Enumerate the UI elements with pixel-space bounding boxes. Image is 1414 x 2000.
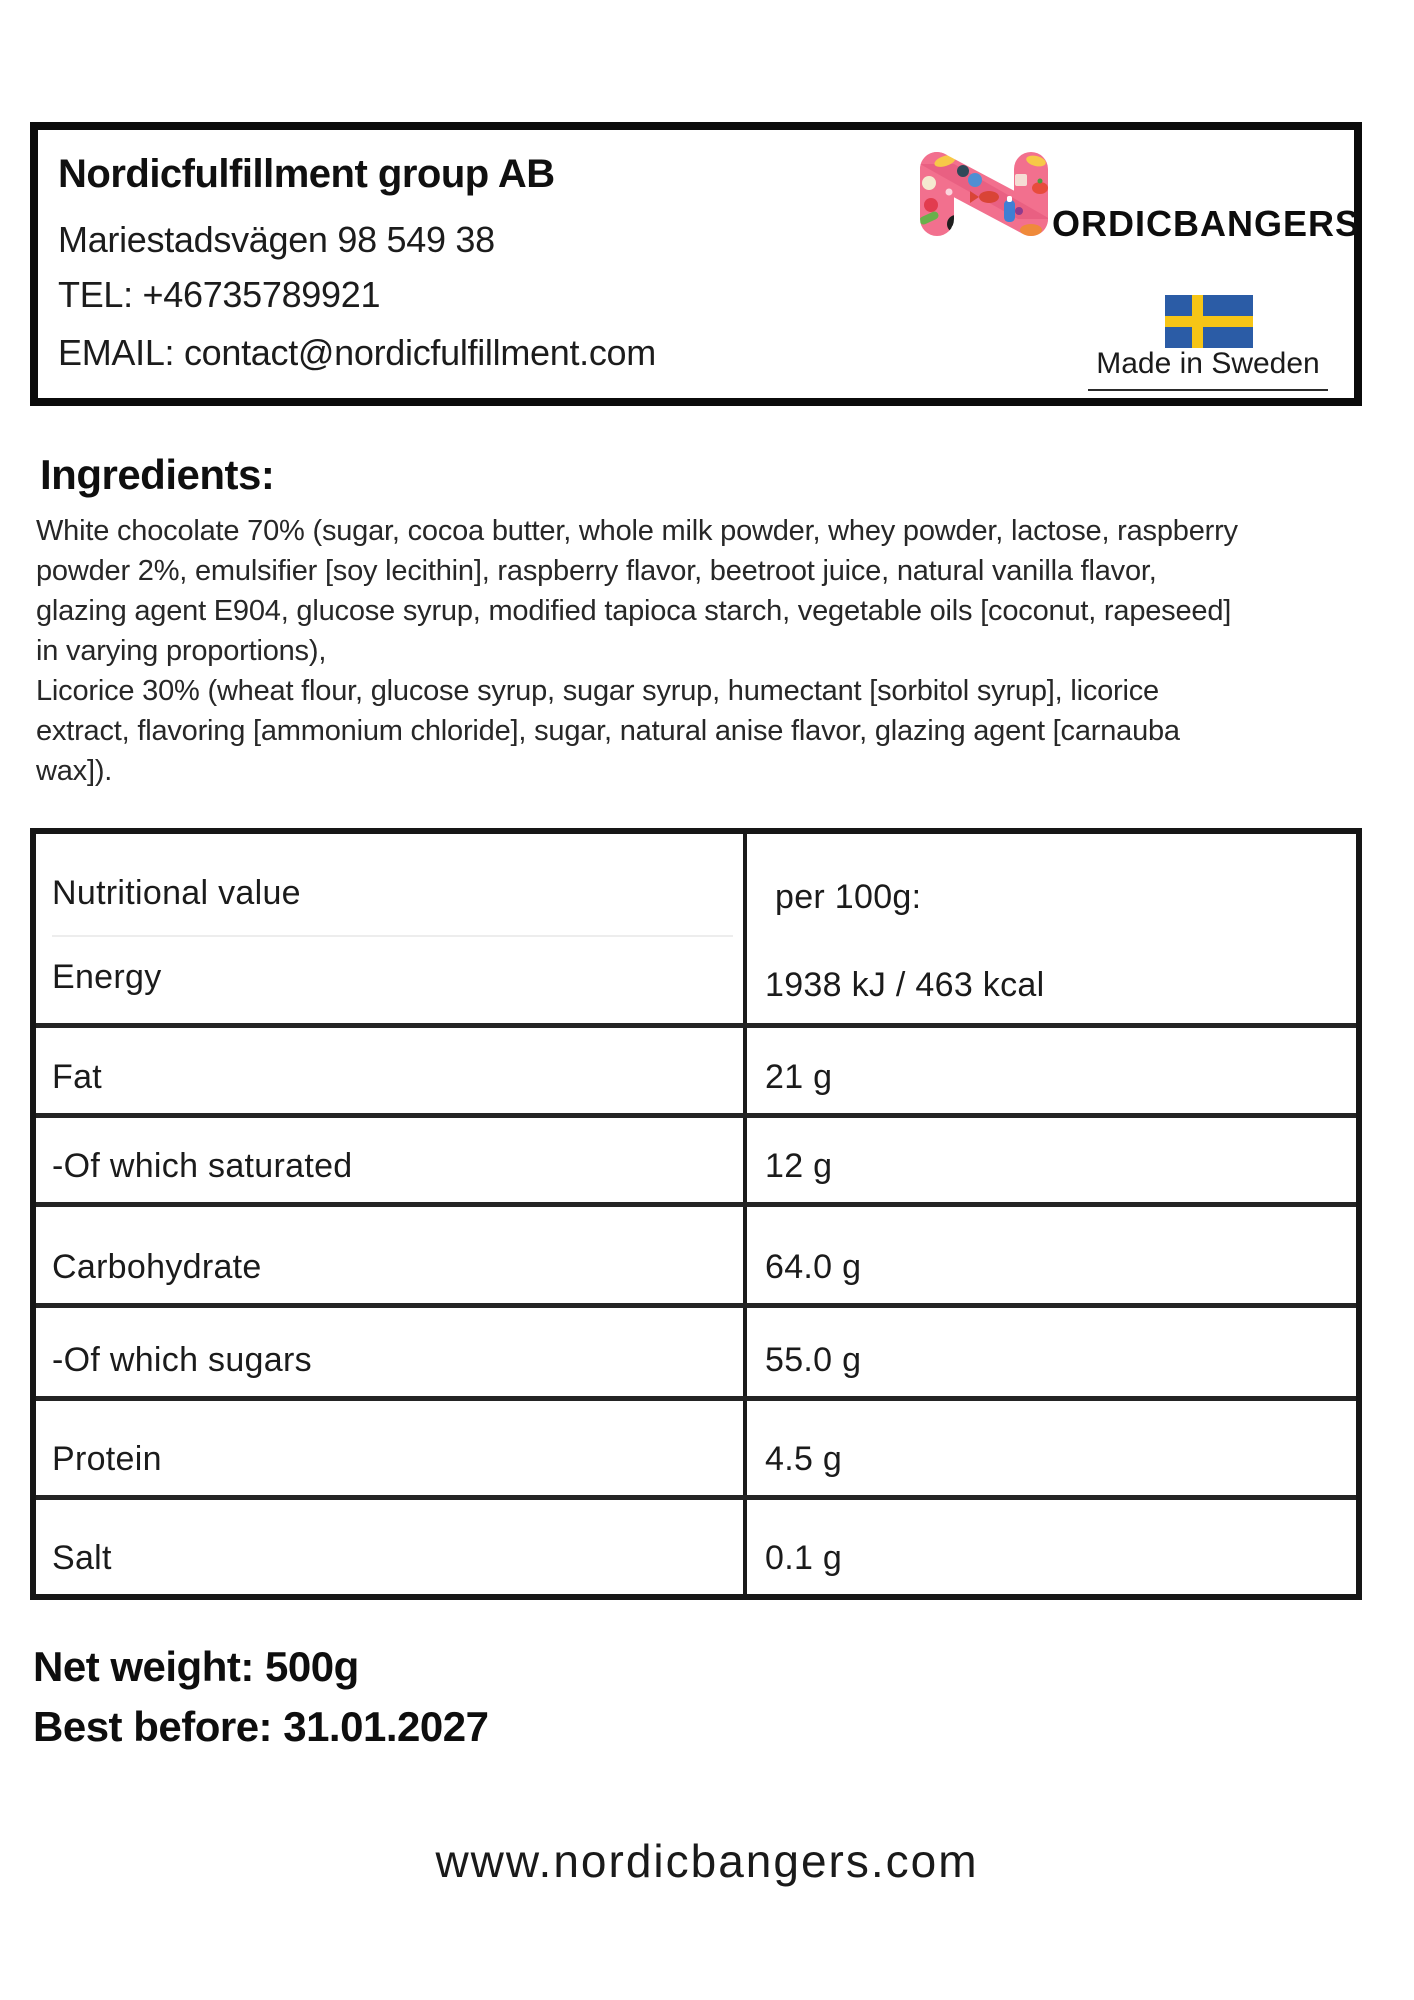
row-value-fat: 21 g — [765, 1058, 833, 1096]
row-label-sugars: -Of which sugars — [36, 1308, 747, 1396]
row-label-carbohydrate: Carbohydrate — [36, 1207, 747, 1303]
ingredients-line: glazing agent E904, glucose syrup, modified tapioca starch, vegetable oils [coconut, rapeseed] — [36, 595, 1232, 627]
nutrition-table — [30, 828, 1362, 1600]
table-row-protein — [36, 1396, 1356, 1495]
made-in-label: Made in Sweden — [1088, 346, 1328, 391]
company-info-box — [30, 122, 1362, 406]
ingredients-line: in varying proportions), — [36, 635, 327, 667]
table-row-saturated — [36, 1113, 1356, 1202]
ingredients-line: Licorice 30% (wheat flour, glucose syrup, sugar syrup, humectant [sorbitol syrup], licorice — [36, 675, 1159, 707]
sweden-flag-icon — [1165, 295, 1253, 353]
nutrition-col1-header: Nutritional value — [52, 874, 733, 937]
table-row-fat — [36, 1023, 1356, 1113]
row-value-protein: 4.5 g — [765, 1440, 843, 1478]
table-row-carbohydrate — [36, 1202, 1356, 1303]
logo-n-icon — [918, 150, 1050, 238]
table-row-sugars — [36, 1303, 1356, 1396]
row-value-saturated: 12 g — [765, 1147, 833, 1185]
ingredients-line: wax]). — [36, 755, 113, 787]
row-value-energy: 1938 kJ / 463 kcal — [765, 966, 1045, 1004]
ingredients-text — [36, 511, 1388, 791]
website-url: www.nordicbangers.com — [435, 1835, 979, 1887]
row-label-saturated: -Of which saturated — [36, 1118, 747, 1202]
ingredients-title: Ingredients: — [40, 451, 275, 498]
company-email: EMAIL: contact@nordicfulfillment.com — [58, 332, 656, 373]
company-name: Nordicfulfillment group AB — [58, 152, 555, 196]
table-row-salt — [36, 1495, 1356, 1594]
company-address: Mariestadsvägen 98 549 38 — [58, 219, 495, 260]
row-value-sugars: 55.0 g — [765, 1341, 862, 1379]
row-value-carbohydrate: 64.0 g — [765, 1248, 862, 1286]
net-weight-label: Net weight: 500g — [33, 1643, 359, 1690]
company-phone: TEL: +46735789921 — [58, 274, 381, 315]
ingredients-line: White chocolate 70% (sugar, cocoa butter, whole milk powder, whey powder, lactose, raspberry — [36, 515, 1238, 547]
nutrition-col2-header: per 100g: — [775, 878, 922, 916]
ingredients-line: powder 2%, emulsifier [soy lecithin], raspberry flavor, beetroot juice, natural vanilla flavor, — [36, 555, 1157, 587]
row-label-protein: Protein — [36, 1401, 747, 1495]
row-label-fat: Fat — [36, 1028, 747, 1113]
row-label-salt: Salt — [36, 1500, 747, 1594]
ingredients-line: extract, flavoring [ammonium chloride], sugar, natural anise flavor, glazing agent [carnauba — [36, 715, 1180, 747]
table-row-header-energy — [36, 834, 1356, 1023]
row-value-salt: 0.1 g — [765, 1539, 843, 1577]
best-before-label: Best before: 31.01.2027 — [33, 1703, 489, 1750]
brand-logo — [918, 150, 1050, 243]
row-label-energy: Energy — [52, 958, 162, 996]
brand-wordmark: ORDICBANGERS — [1052, 203, 1361, 244]
